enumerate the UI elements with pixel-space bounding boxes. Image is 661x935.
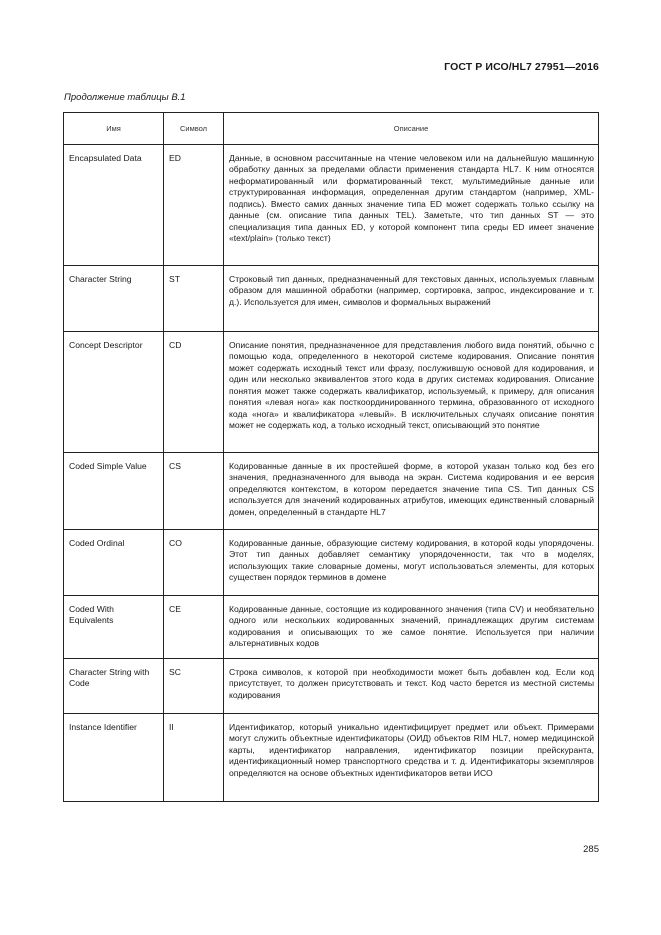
row-description: Кодированные данные в их простейшей форме, в которой указан только код без его значения, предназначенного для вывода на экран. Система кодирования и ее версия определяются контекстом, в котором передается значение типа CS. Тип данных CS используется для значений кодированных атрибутов, имеющих единственный словарный домен, определенный в стандарте HL7 (224, 453, 599, 530)
table-row (64, 659, 599, 714)
table-row (64, 332, 599, 453)
row-symbol: ST (164, 266, 224, 332)
row-symbol: II (164, 714, 224, 802)
row-description: Строка символов, к которой при необходимости может быть добавлен код. Если код присутствует, то должен присутствовать и текст. Код часто берется из местной системы кодирования (224, 659, 599, 714)
row-symbol: CD (164, 332, 224, 453)
data-types-table (63, 112, 599, 802)
row-name: Instance Identifier (64, 714, 164, 802)
standard-header: ГОСТ Р ИСО/HL7 27951—2016 (444, 61, 599, 73)
table-row (64, 596, 599, 659)
table-header-row (64, 113, 599, 145)
table-row (64, 145, 599, 266)
column-header-description: Описание (224, 113, 599, 145)
row-description: Кодированные данные, состоящие из кодированного значения (типа CV) и необязательно одного или нескольких кодированных значений, принадлежащих другим системам кодирования и описывающих то же самое понятие. Используется при наличии альтернативных кодов (224, 596, 599, 659)
row-name: Encapsulated Data (64, 145, 164, 266)
row-description: Идентификатор, который уникально идентифицирует предмет или объект. Примерами могут служить объектные идентификаторы (ОИД) объектов RIM HL7, номер медицинской карты, идентификатор направления, идентификатор позиции прейскуранта, идентификационный номер транспортного средства и т. д. Идентификаторы экземпляров определяются на основе объектных идентификаторов ветви ИСО (224, 714, 599, 802)
row-description: Описание понятия, предназначенное для представления любого вида понятий, обычно с помощью кода, определенного в некоторой системе кодирования. Описание понятия может содержать исходный текст или фразу, послужившую основой для кодирования, и один или несколько эквивалентов этого кода в других системах кодирования. Описание понятия может также содержать квалификатор, используемый, к примеру, для описания понятия «левая нога» как посткоординированного термина, образованного от исходного кода «нога» и квалификатора «левый». В исключительных случаях описание понятия может не содержать код, а только исходный текст, описывающий это понятие (224, 332, 599, 453)
row-symbol: ED (164, 145, 224, 266)
table-row (64, 530, 599, 596)
row-name: Character String with Code (64, 659, 164, 714)
row-name: Character String (64, 266, 164, 332)
row-symbol: CE (164, 596, 224, 659)
table-continuation-caption: Продолжение таблицы В.1 (64, 92, 186, 103)
row-symbol: SC (164, 659, 224, 714)
table-row (64, 453, 599, 530)
row-name: Coded Ordinal (64, 530, 164, 596)
row-description: Кодированные данные, образующие систему кодирования, в которой коды упорядочены. Этот тип данных добавляет семантику упорядоченности, так что в моделях, использующих такие словарные домены, могут использоваться элементы, для которых существен порядок терминов в домене (224, 530, 599, 596)
table-row (64, 714, 599, 802)
row-name: Coded Simple Value (64, 453, 164, 530)
row-name: Coded With Equivalents (64, 596, 164, 659)
row-description: Данные, в основном рассчитанные на чтение человеком или на дальнейшую машинную обработку данных за пределами области применения стандарта HL7. К ним относятся неформатированный или форматированный текст, мультимедийные данные или структурированная информация, определенная другим стандартом (например, XML-подпись). Вместо самих данных значение типа ED может содержать только ссылку на данные (см. описание типа данных TEL). Заметьте, что тип данных ST — это специализация типа данных ED, у которой компонент типа среды ED имеет значение «text/plain» (только текст) (224, 145, 599, 266)
row-symbol: CS (164, 453, 224, 530)
column-header-symbol: Символ (164, 113, 224, 145)
row-name: Concept Descriptor (64, 332, 164, 453)
row-description: Строковый тип данных, предназначенный для текстовых данных, используемых главным образом для машинной обработки (например, сортировка, запрос, индексирование и т. д.). Используется для имен, символов и формальных выражений (224, 266, 599, 332)
row-symbol: CO (164, 530, 224, 596)
table-row (64, 266, 599, 332)
page-number: 285 (583, 844, 599, 855)
column-header-name: Имя (64, 113, 164, 145)
